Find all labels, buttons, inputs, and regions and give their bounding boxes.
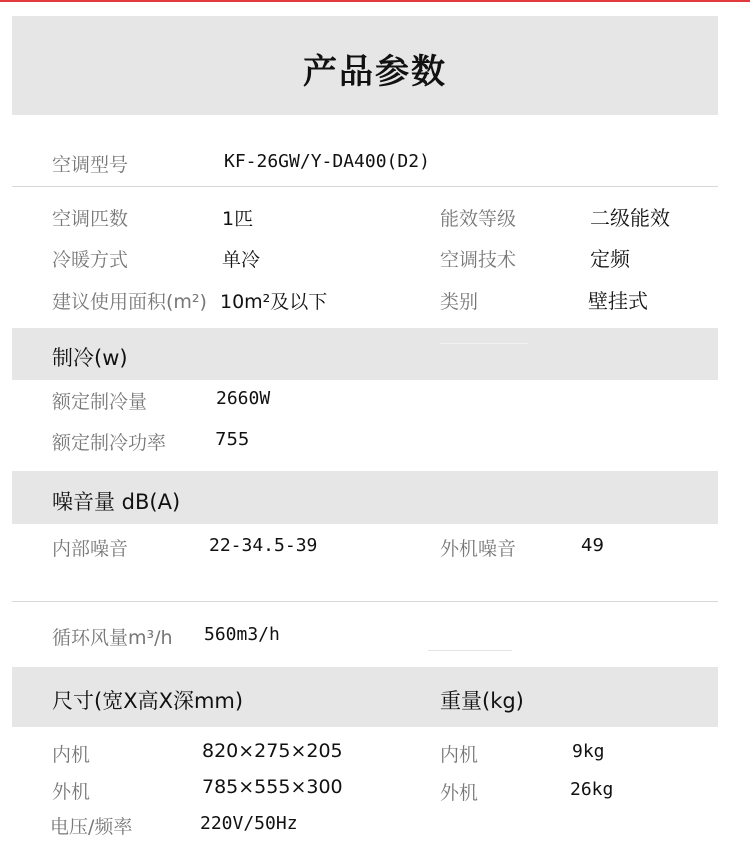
- outdoor-noise-label: 外机噪音: [440, 538, 517, 560]
- voltage-label: 电压/频率: [50, 816, 133, 838]
- voltage-value: 220V/50Hz: [200, 813, 298, 834]
- efficiency-value: 二级能效: [590, 206, 670, 230]
- indoor-weight-value: 9kg: [572, 741, 605, 762]
- category-label: 类别: [440, 291, 479, 313]
- rated-capacity-label: 额定制冷量: [52, 391, 148, 413]
- indoor-size-label: 内机: [52, 744, 91, 766]
- model-label: 空调型号: [52, 154, 129, 176]
- rated-power-label: 额定制冷功率: [52, 432, 167, 454]
- horsepower-label: 空调匹数: [52, 208, 129, 230]
- decor-line: [428, 650, 512, 651]
- weight-section-title: 重量(kg): [440, 689, 524, 713]
- cooling-section-title: 制冷(w): [52, 346, 128, 370]
- top-accent-line: [0, 0, 750, 2]
- indoor-size-value: 820×275×205: [202, 740, 343, 762]
- outdoor-size-value: 785×555×300: [202, 776, 343, 798]
- outdoor-size-label: 外机: [52, 781, 91, 803]
- size-section-title: 尺寸(宽X高X深mm): [52, 689, 244, 713]
- airflow-value: 560m3/h: [204, 624, 280, 645]
- category-value: 壁挂式: [588, 289, 648, 313]
- noise-section-title: 噪音量 dB(A): [52, 490, 181, 514]
- efficiency-label: 能效等级: [440, 208, 517, 230]
- tech-value: 定频: [590, 247, 630, 271]
- tech-label: 空调技术: [440, 249, 517, 271]
- area-value: 10m²及以下: [220, 291, 328, 313]
- divider: [12, 186, 718, 187]
- rated-power-value: 755: [215, 429, 250, 450]
- airflow-label: 循环风量m³/h: [52, 627, 173, 649]
- indoor-noise-value: 22-34.5-39: [209, 535, 318, 556]
- area-label: 建议使用面积(m²): [52, 291, 207, 313]
- outdoor-weight-label: 外机: [440, 782, 479, 804]
- outdoor-weight-value: 26kg: [570, 779, 614, 800]
- model-value: KF-26GW/Y-DA400(D2): [224, 151, 430, 172]
- outdoor-noise-value: 49: [581, 535, 604, 556]
- mode-value: 单冷: [222, 249, 261, 271]
- horsepower-value: 1匹: [222, 208, 254, 230]
- rated-capacity-value: 2660W: [216, 388, 271, 409]
- divider: [12, 601, 718, 602]
- decor-line: [440, 343, 528, 344]
- page-title: 产品参数: [303, 52, 447, 92]
- mode-label: 冷暖方式: [52, 249, 129, 271]
- indoor-noise-label: 内部噪音: [52, 538, 129, 560]
- indoor-weight-label: 内机: [440, 744, 479, 766]
